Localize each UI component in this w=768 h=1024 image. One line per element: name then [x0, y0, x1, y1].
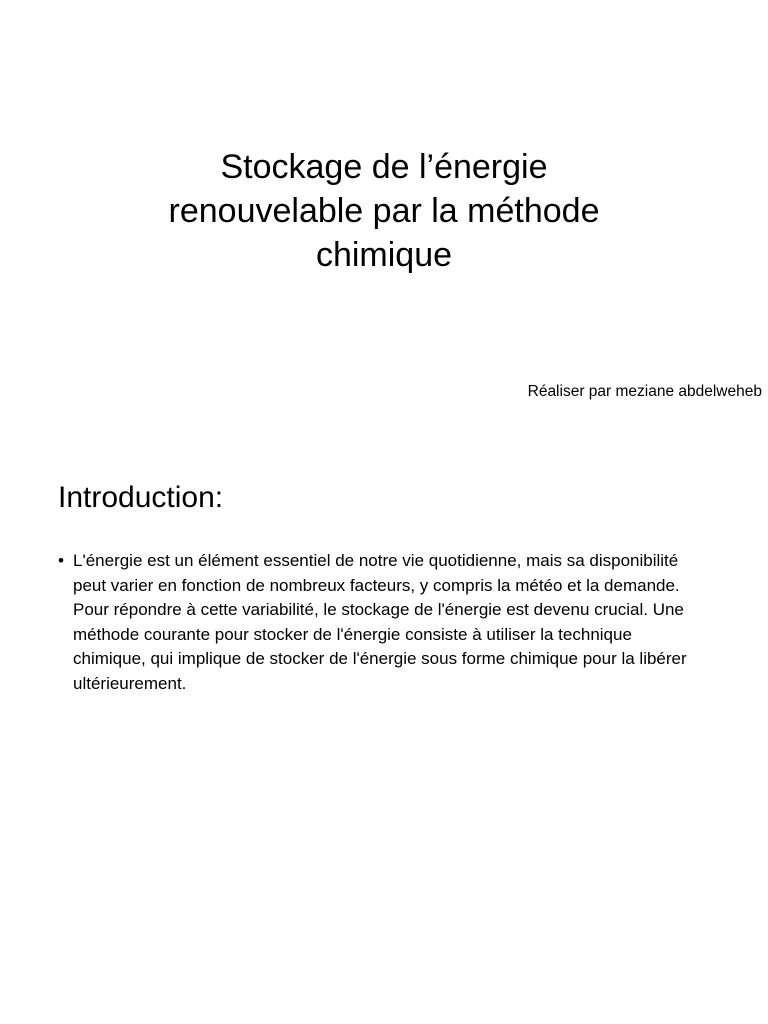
bullet-list	[58, 549, 708, 696]
title-slide	[0, 0, 768, 432]
bullet-item	[58, 549, 708, 696]
slide-heading: Introduction:	[58, 481, 224, 514]
bullet-text: L'énergie est un élément essentiel de notre vie quotidienne, mais sa disponibilité peut varier en fonction de nombreux facteurs, y compris la météo et la demande. Pour répondre à cette variabilité, le stockage de l'énergie est devenu crucial. Une méthode courante pour stocker de l'énergie consiste à utiliser la technique chimique, qui implique de stocker de l'énergie sous forme chimique pour la libérer ultérieurement.	[73, 551, 687, 693]
title-line: renouvelable par la méthode	[168, 192, 600, 230]
introduction-slide	[0, 432, 768, 864]
next-slide-partial	[0, 864, 768, 1024]
author-credit: Réaliser par meziane abdelweheb	[527, 383, 762, 400]
title-line: chimique	[315, 236, 453, 274]
title-line: Stockage de l’énergie	[220, 148, 548, 186]
bullet-marker: •	[58, 551, 64, 570]
presentation-title	[96, 145, 672, 277]
